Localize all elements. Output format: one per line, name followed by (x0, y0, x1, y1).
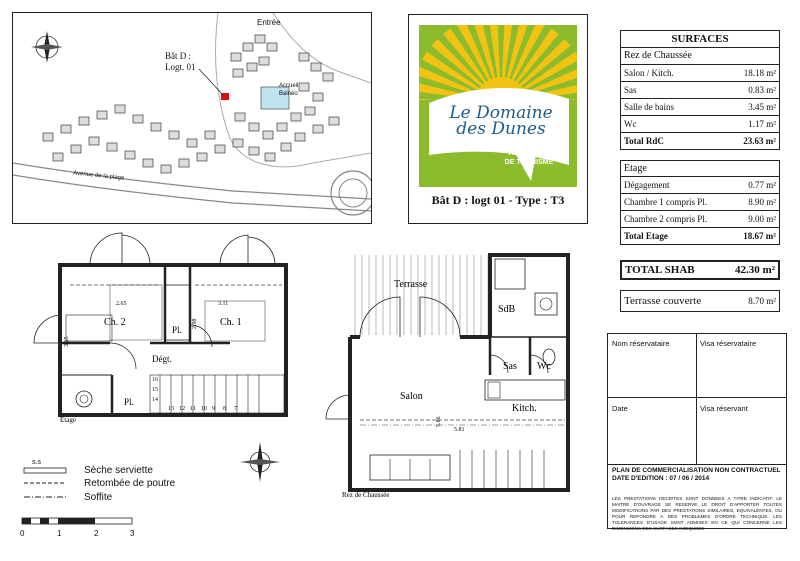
housing-block (233, 69, 243, 77)
site-map-drawing (13, 13, 371, 223)
rdc-floor-plan (300, 245, 600, 505)
housing-block (89, 137, 99, 145)
room-terrasse: Terrasse (394, 279, 428, 290)
housing-block (249, 123, 259, 131)
housing-block (187, 139, 197, 147)
date-field: Date (612, 404, 628, 413)
plan-title: PLAN DE COMMERCIALISATION NON CONTRACTUEL (612, 467, 781, 474)
disclaimer: LES PRESTATIONS DECRITES SONT DONNEES A TITRE INDICATIF. LE MAITRE D'OUVRAGE SE RESERVE LE DROIT D'APPORTER TOUTES MODIFICATIONS PAR DES PRESTATIONS SIMILAIRES, EQUIVALENTES, OU POUR REPONDRE A DES PROBLEMES D'ORDRE TECHNIQUE. LES TOLERANCES D'USAGE SONT ADMISES EN CE QUI CONCERNE LES DIMENSIONS DES SURFACES INDIQUEES (612, 496, 782, 531)
etage-row-label: Chambre 2 compris Pl. (624, 214, 707, 224)
room-sas: Sas (503, 361, 517, 372)
housing-block (231, 53, 241, 61)
unit-label: Logt. 01 (165, 62, 196, 72)
housing-block (233, 139, 243, 147)
legend-retombee: Retombée de poutre (84, 478, 176, 489)
housing-block (263, 131, 273, 139)
logo-sub1: RÉSIDENCE (508, 150, 550, 157)
housing-block (61, 125, 71, 133)
etage-row (620, 211, 780, 228)
stair-number: 13 (168, 406, 174, 412)
housing-block (133, 115, 143, 123)
etage-row-value: 9.00 m² (748, 214, 776, 224)
dim-mid: 2.98 (192, 318, 198, 329)
room-salon: Salon (400, 391, 423, 402)
etage-label: Etage (60, 416, 76, 424)
logo-sub2: DE TOURISME (504, 159, 554, 166)
housing-block (43, 133, 53, 141)
stair-number: 16 (152, 377, 158, 383)
housing-block (259, 57, 269, 65)
compass-icon (238, 440, 282, 484)
room-ch2: Ch. 2 (104, 317, 126, 328)
stair-number: 12 (179, 406, 185, 412)
stair-number: 14 (152, 397, 158, 403)
room-pl1: Pl. (172, 325, 182, 335)
stair-number: 10 (201, 406, 207, 412)
housing-block (179, 159, 189, 167)
edition-date: DATE D'EDITION : 07 / 06 / 2014 (612, 475, 710, 482)
stair-number: 8 (223, 406, 226, 412)
rdc-row-value: 3.45 m² (748, 102, 776, 112)
rdc-row (620, 116, 780, 133)
housing-block (247, 63, 257, 71)
terrasse-row: Terrasse couverte 8.70 m² (620, 290, 780, 312)
housing-block (267, 43, 277, 51)
housing-block (243, 43, 253, 51)
rdc-row (620, 99, 780, 116)
dim-side: 3.65 (64, 336, 70, 347)
dim-width: 5.81 (454, 427, 465, 433)
scale-2: 2 (94, 529, 99, 538)
rdc-total: Total RdC 23.63 m² (620, 133, 780, 150)
etage-row-value: 0.77 m² (748, 180, 776, 190)
legend-soffite: Soffite (84, 492, 113, 503)
legend-symbols (22, 467, 82, 507)
housing-block (79, 117, 89, 125)
rdc-row-value: 0.83 m² (748, 85, 776, 95)
reservation-box (607, 333, 787, 529)
compass-icon (31, 31, 63, 63)
legend-seche: Sèche serviette (84, 465, 153, 476)
rdc-row-label: Sas (624, 85, 637, 95)
housing-block (97, 111, 107, 119)
room-pl2: Pl. (124, 397, 134, 407)
scale-1: 1 (57, 529, 62, 538)
visa-reservant: Visa réservant (700, 404, 748, 413)
etage-row-label: Chambre 1 compris Pl. (624, 197, 707, 207)
surfaces-table (620, 30, 780, 320)
etage-row-label: Dégagement (624, 180, 670, 190)
housing-block (323, 73, 333, 81)
housing-block (255, 35, 265, 43)
housing-block (249, 147, 259, 155)
scale-bar (20, 516, 140, 528)
housing-block (169, 131, 179, 139)
housing-block (143, 159, 153, 167)
housing-block (161, 165, 171, 173)
housing-block (151, 123, 161, 131)
shab-total: TOTAL SHAB 42.30 m² (620, 260, 780, 280)
nom-reservataire: Nom réservataire (612, 339, 670, 348)
housing-block (291, 113, 301, 121)
housing-block (311, 63, 321, 71)
stair-number: 7 (234, 406, 237, 412)
logo-frame (408, 14, 588, 224)
dim-ch1: 3.11 (218, 301, 229, 307)
housing-block (329, 117, 339, 125)
rdc-row-value: 1.17 m² (748, 119, 776, 129)
housing-block (215, 145, 225, 153)
room-sdb: SdB (498, 304, 516, 315)
stair-number: 9 (212, 406, 215, 412)
rdc-header: Rez de Chaussée (620, 48, 780, 65)
rdc-row (620, 82, 780, 99)
dim-ch2: 2.65 (116, 301, 127, 307)
surfaces-title: SURFACES (620, 30, 780, 48)
housing-block (299, 53, 309, 61)
housing-block (277, 123, 287, 131)
housing-block (235, 113, 245, 121)
housing-block (295, 133, 305, 141)
housing-block (71, 145, 81, 153)
housing-block (299, 83, 309, 91)
logo (419, 25, 577, 187)
building-label: Bât D : (165, 51, 191, 61)
rdc-row-label: Salon / Kitch. (624, 68, 674, 78)
etage-total: Total Etage 18.67 m² (620, 228, 780, 245)
room-degt: Dégt. (152, 354, 172, 364)
housing-block (313, 93, 323, 101)
room-ch1: Ch. 1 (220, 317, 242, 328)
housing-block (115, 105, 125, 113)
unit-caption: Bât D : logt 01 - Type : T3 (431, 193, 565, 207)
site-map (12, 12, 372, 224)
etage-row-value: 8.90 m² (748, 197, 776, 207)
rdc-row-label: Salle de bains (624, 102, 674, 112)
housing-block (265, 153, 275, 161)
housing-block (197, 153, 207, 161)
housing-block (313, 125, 323, 133)
stair-number: 11 (190, 406, 196, 412)
rdc-row-label: Wc (624, 119, 637, 129)
room-wc: Wc (537, 361, 551, 372)
etage-row (620, 177, 780, 194)
housing-block (205, 131, 215, 139)
housing-block (107, 143, 117, 151)
entrance-label: Entrée (257, 18, 281, 27)
visa-reservataire: Visa réservataire (700, 339, 757, 348)
housing-block (53, 153, 63, 161)
scale-0: 0 (20, 529, 25, 538)
reception-label: Accueil (279, 83, 299, 89)
etage-header: Etage (620, 160, 780, 177)
housing-block (125, 151, 135, 159)
rdc-row (620, 65, 780, 82)
room-kitch: Kitch. (512, 403, 537, 414)
housing-block (281, 143, 291, 151)
dim-height: 5.86 (436, 416, 442, 427)
rdc-label: Rez de Chaussée (342, 491, 390, 499)
logo-line1: Le Domaine (449, 103, 553, 123)
scale-3: 3 (130, 529, 135, 538)
logo-line2: des Dunes (456, 119, 546, 139)
etage-row (620, 194, 780, 211)
legend-ss: s.s (32, 459, 41, 466)
etage-floor-plan (0, 225, 330, 425)
rdc-row-value: 18.18 m² (743, 68, 776, 78)
housing-block (305, 107, 315, 115)
road-label: Avenue de la plage (72, 170, 125, 182)
stair-number: 15 (152, 387, 158, 393)
pool-label: Balnéo (279, 91, 298, 97)
